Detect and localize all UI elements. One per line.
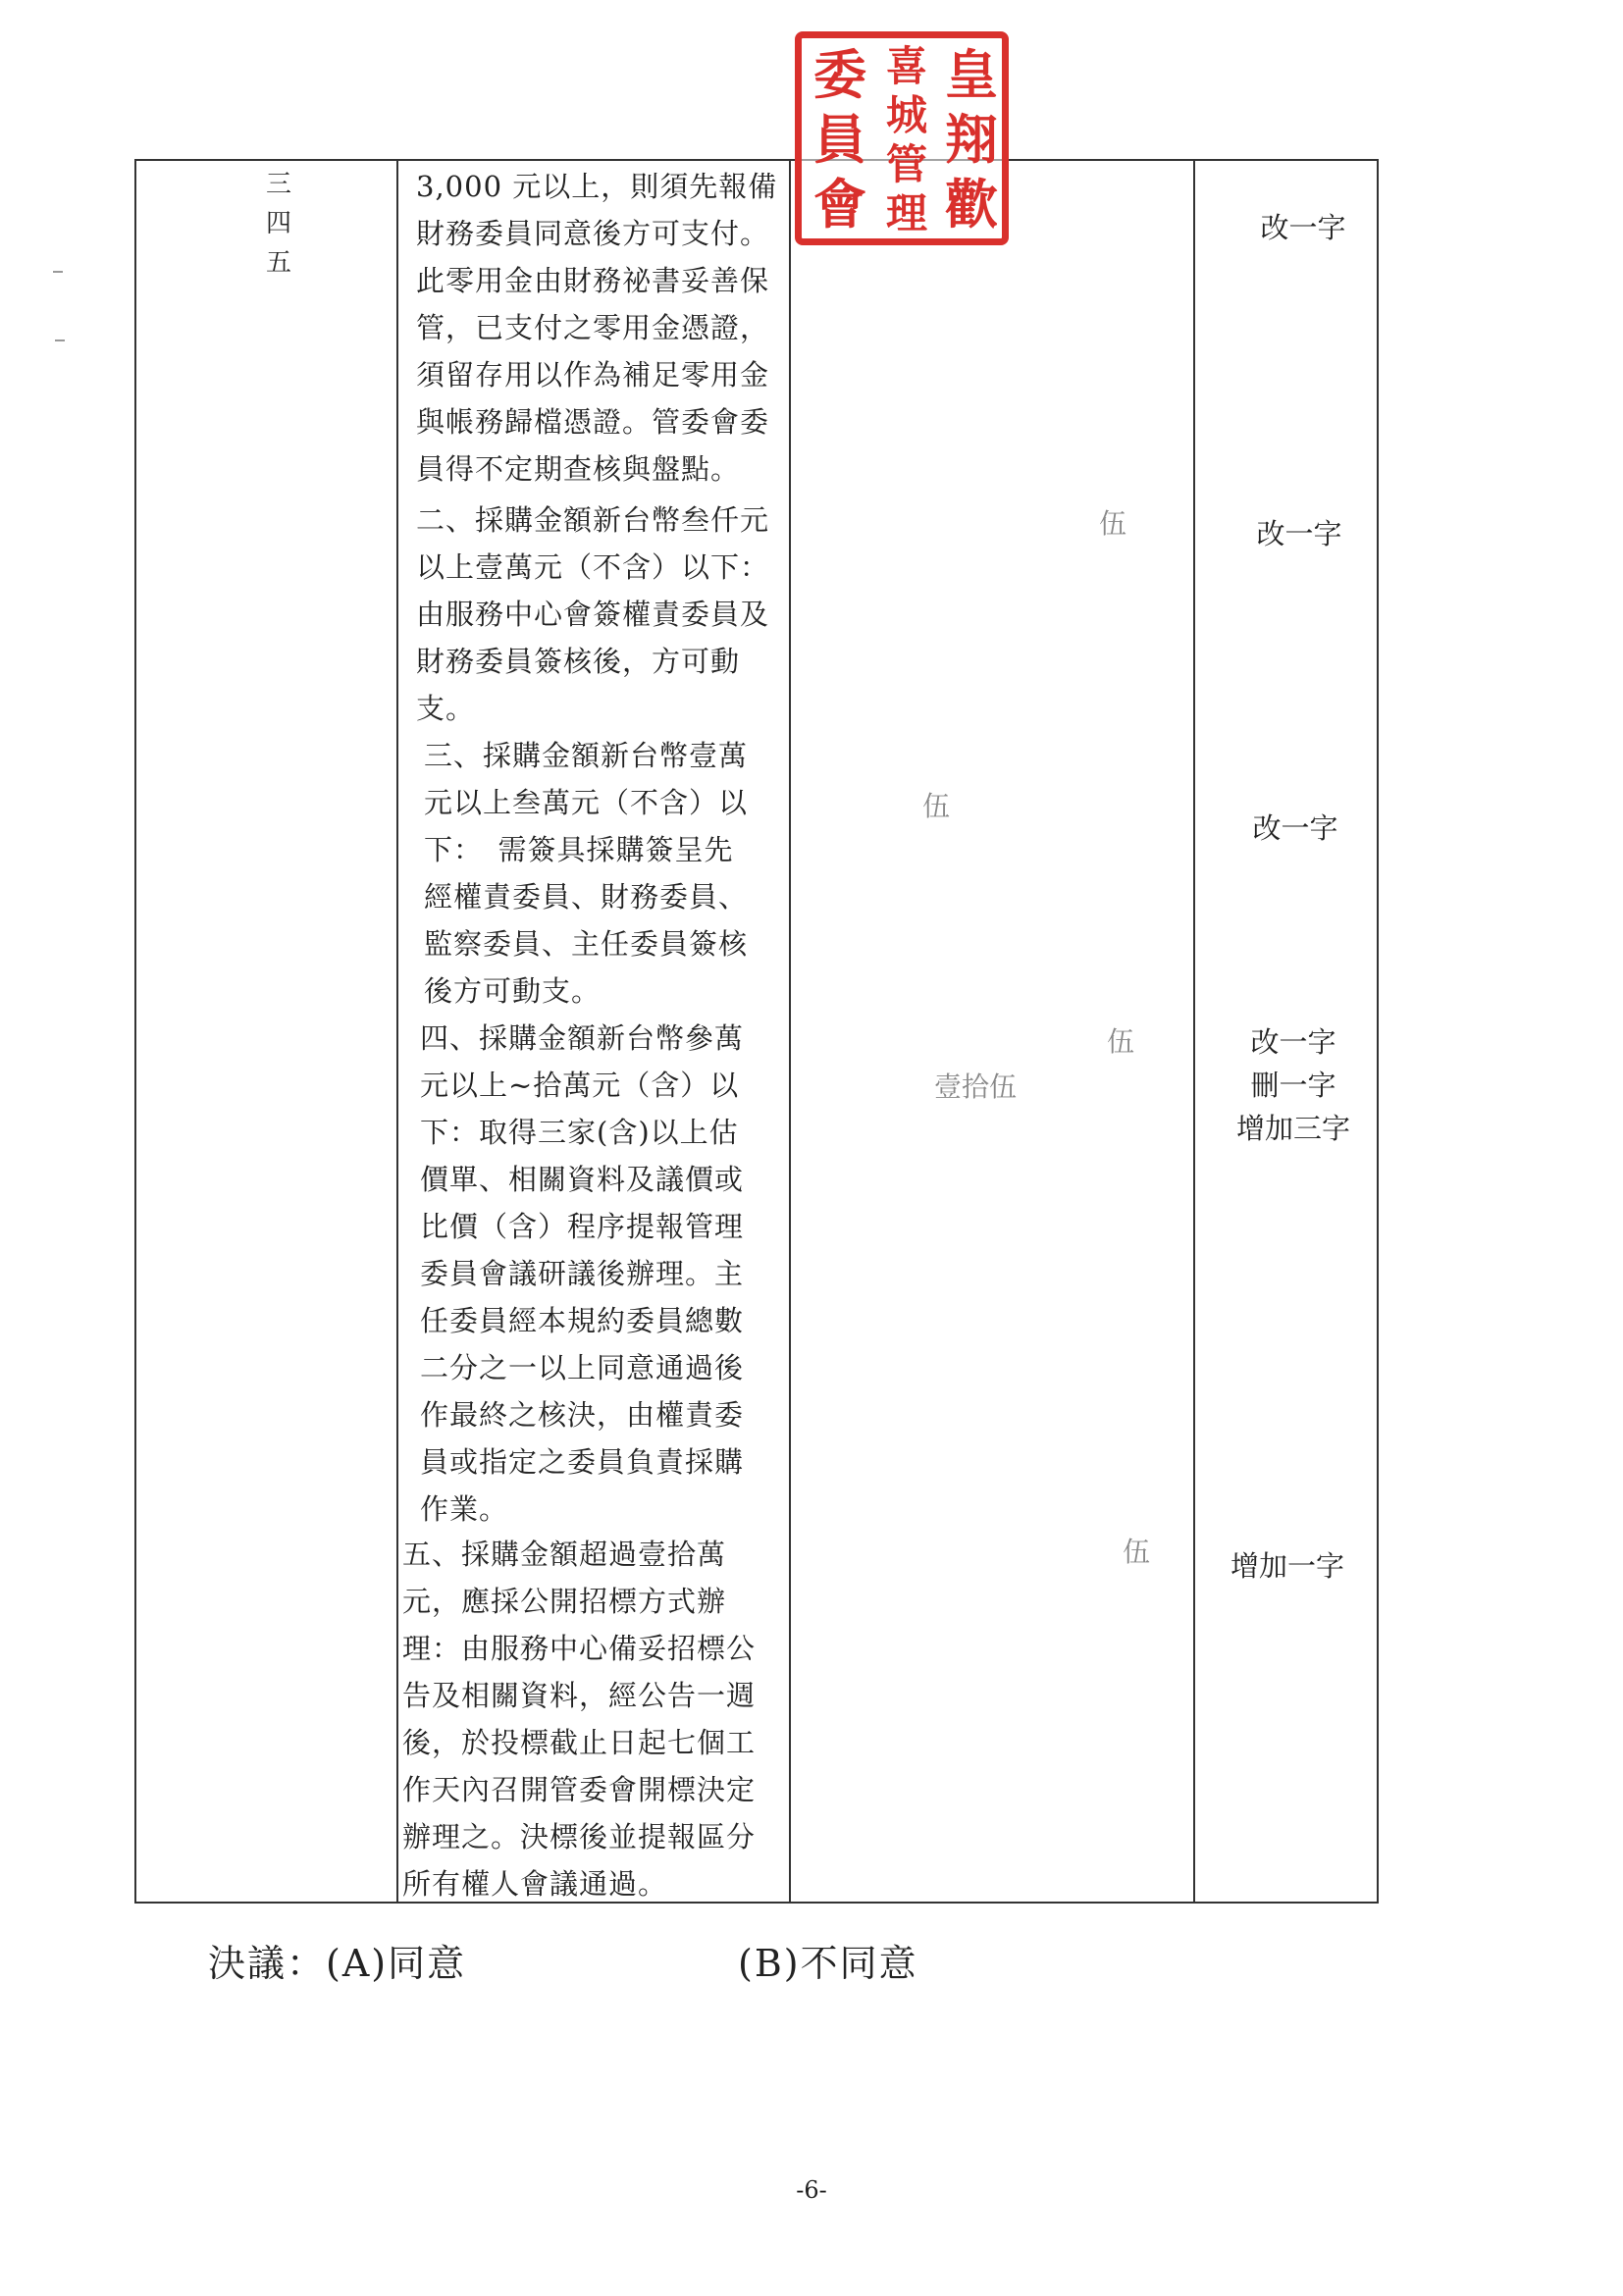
change-note — [1201, 512, 1397, 555]
clause-line: 元以上叁萬元（不含）以 — [424, 786, 749, 819]
item-number: 三 — [265, 170, 291, 199]
seal-char: 委 — [813, 43, 866, 106]
clause-text — [416, 496, 769, 732]
clause-line: 管，已支付之零用金憑證， — [416, 311, 770, 344]
clause-line: 3,000 元以上，則須先報備 — [416, 170, 778, 203]
clause-text — [420, 1015, 744, 1533]
clause-line: 所有權人會議通過。 — [402, 1867, 668, 1901]
clause-line: 下：取得三家(含)以上估 — [420, 1116, 739, 1149]
amount-tag: 伍 — [922, 790, 951, 822]
clause-line: 任委員經本規約委員總數 — [420, 1304, 745, 1337]
change-note — [1205, 206, 1401, 249]
clause-line: 告及相關資料，經公告一週 — [402, 1679, 757, 1712]
seal-char: 歡 — [945, 173, 998, 235]
clause-line: 比價（含）程序提報管理 — [420, 1210, 745, 1243]
clause-text — [416, 163, 777, 493]
clause-text — [402, 1531, 756, 1907]
clause-line: 作最終之核決，由權責委 — [420, 1398, 745, 1432]
amount-tag: 伍 — [1107, 1025, 1135, 1058]
seal-char: 翔 — [945, 108, 998, 171]
seal-column — [808, 42, 872, 236]
management-committee-seal — [795, 31, 1009, 245]
clause-text — [424, 732, 748, 1015]
item-number-column — [257, 165, 300, 283]
resolution-option-b: (B)不同意 — [738, 1942, 918, 1985]
clause-line: 後，於投標截止日起七個工 — [402, 1726, 757, 1759]
seal-column — [874, 42, 939, 238]
seal-column — [939, 42, 1004, 236]
clause-line: 員或指定之委員負責採購 — [420, 1445, 745, 1479]
clause-line: 元，應採公開招標方式辦 — [402, 1585, 727, 1618]
change-note-line: 改一字 — [1250, 1025, 1336, 1059]
amount-tag: 壹拾伍 — [934, 1070, 1018, 1103]
seal-char: 理 — [885, 189, 927, 237]
change-note-line: 刪一字 — [1250, 1069, 1336, 1102]
change-note-line: 改一字 — [1256, 517, 1342, 550]
clause-line: 財務委員同意後方可支付。 — [416, 217, 770, 250]
clause-line: 支。 — [416, 692, 476, 725]
clause-line: 與帳務歸檔憑證。管委會委 — [416, 405, 770, 439]
scan-mark — [55, 339, 65, 341]
clause-line: 四、採購金額新台幣參萬 — [420, 1021, 745, 1055]
change-note-line: 增加一字 — [1230, 1549, 1344, 1583]
clause-line: 委員會議研議後辦理。主 — [420, 1257, 745, 1290]
clause-line: 以上壹萬元（不含）以下： — [416, 550, 770, 584]
amount-tag: 伍 — [1099, 507, 1127, 540]
change-note — [1195, 1020, 1391, 1150]
clause-line: 監察委員、主任委員簽核 — [424, 927, 749, 961]
seal-char: 管 — [885, 140, 927, 188]
change-note — [1189, 1544, 1386, 1588]
clause-line: 此零用金由財務祕書妥善保 — [416, 264, 770, 297]
clause-line: 經權責委員、財務委員、 — [424, 880, 749, 913]
clause-line: 三、採購金額新台幣壹萬 — [424, 739, 749, 772]
page-number: -6- — [796, 2176, 827, 2204]
change-note — [1197, 807, 1393, 850]
clause-line: 須留存用以作為補足零用金 — [416, 358, 770, 391]
clause-line: 作天內召開管委會開標決定 — [402, 1773, 757, 1806]
clause-line: 員得不定期查核與盤點。 — [416, 452, 741, 486]
clause-line: 元以上~拾萬元（含）以 — [420, 1069, 740, 1102]
clause-line: 作業。 — [420, 1492, 509, 1526]
change-note-line: 改一字 — [1252, 811, 1338, 845]
table-divider — [396, 159, 398, 1904]
clause-line: 二、採購金額新台幣叁仟元 — [416, 503, 770, 537]
clause-line: 五、採購金額超過壹拾萬 — [402, 1538, 727, 1571]
item-number: 五 — [265, 248, 291, 278]
clause-line: 由服務中心會簽權責委員及 — [416, 598, 770, 631]
clause-line: 財務委員簽核後，方可動 — [416, 645, 741, 678]
seal-char: 員 — [813, 108, 866, 171]
amount-tag: 伍 — [1123, 1536, 1151, 1568]
seal-char: 皇 — [945, 43, 998, 106]
seal-char: 城 — [885, 91, 927, 139]
clause-line: 下： 需簽具採購簽呈先 — [424, 833, 734, 866]
clause-line: 辦理之。決標後並提報區分 — [402, 1820, 757, 1853]
clause-line: 二分之一以上同意通過後 — [420, 1351, 745, 1384]
seal-char: 會 — [813, 173, 866, 235]
clause-line: 價單、相關資料及議價或 — [420, 1163, 745, 1196]
item-number: 四 — [265, 209, 291, 238]
table-divider — [789, 159, 791, 1904]
resolution-option-a: 決議：(A)同意 — [208, 1942, 467, 1985]
scan-mark — [53, 271, 63, 273]
clause-line: 後方可動支。 — [424, 974, 602, 1008]
clause-line: 理：由服務中心備妥招標公 — [402, 1632, 757, 1665]
seal-char: 喜 — [885, 42, 927, 90]
change-note-line: 增加三字 — [1235, 1112, 1350, 1145]
change-note-line: 改一字 — [1260, 211, 1346, 244]
